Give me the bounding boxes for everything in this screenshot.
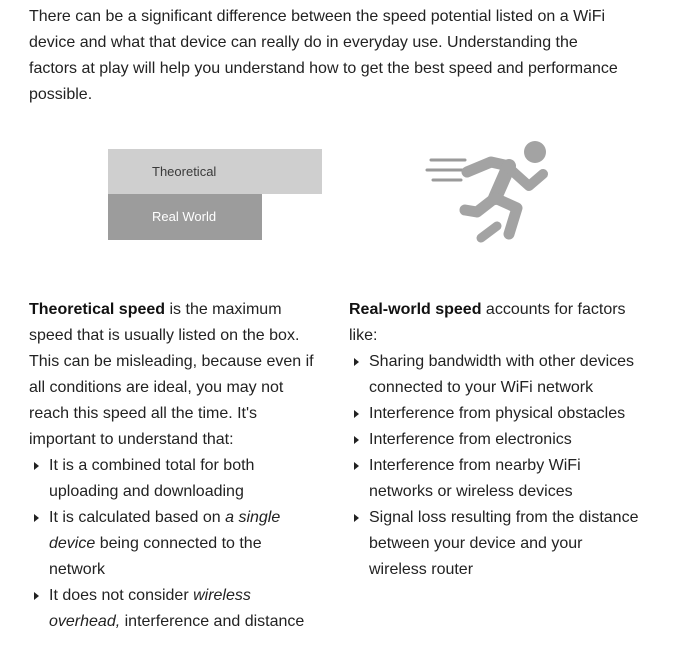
real-world-bar — [108, 194, 262, 240]
list-item-text: It is calculated based on — [49, 509, 226, 526]
intro-paragraph: There can be a significant difference between the speed potential listed on a WiFi device and what that device can really do in everyday use. Understanding the factors at play will help you understand how to get the best speed and performance possible. — [29, 8, 618, 103]
list-item: Sharing bandwidth with other devices connected to your WiFi network — [349, 349, 639, 401]
list-item-emphasis: wireless overhead, — [49, 587, 251, 630]
list-item — [29, 583, 315, 635]
list-item: Signal loss resulting from the distance between your device and your wireless router — [349, 505, 639, 583]
list-item: Interference from nearby WiFi networks or wireless devices — [349, 453, 639, 505]
list-item-text: It is a combined total for both uploading and downloading — [49, 457, 255, 500]
theoretical-speed-section — [29, 297, 315, 635]
list-item-emphasis: a single device — [49, 509, 281, 552]
list-item-text: being connected to the network — [49, 535, 262, 578]
real-world-speed-text: accounts for factors like: — [349, 301, 626, 344]
list-item: Interference from physical obstacles — [349, 401, 639, 427]
real-world-speed-section — [349, 297, 639, 583]
theoretical-speed-description — [29, 297, 315, 453]
real-world-speed-description — [349, 297, 639, 349]
real-world-speed-heading: Real-world speed — [349, 301, 482, 318]
list-item: Interference from electronics — [349, 427, 639, 453]
list-item — [29, 505, 315, 583]
list-item-text: interference and distance — [120, 613, 305, 630]
theoretical-bar-label: Theoretical — [152, 164, 217, 179]
theoretical-speed-text: is the maximum speed that is usually listed on the box. This can be misleading, because even if all conditions are ideal, you may not reach this speed all the time. It's important to understand that: — [29, 301, 314, 448]
theoretical-bar — [108, 149, 322, 194]
theoretical-speed-list — [29, 453, 315, 635]
real-world-speed-list — [349, 349, 639, 583]
running-person-icon — [425, 138, 565, 250]
theoretical-speed-heading: Theoretical speed — [29, 301, 166, 318]
list-item-text: It does not consider — [49, 587, 194, 604]
list-item — [29, 453, 315, 505]
real-world-bar-label: Real World — [152, 209, 217, 224]
